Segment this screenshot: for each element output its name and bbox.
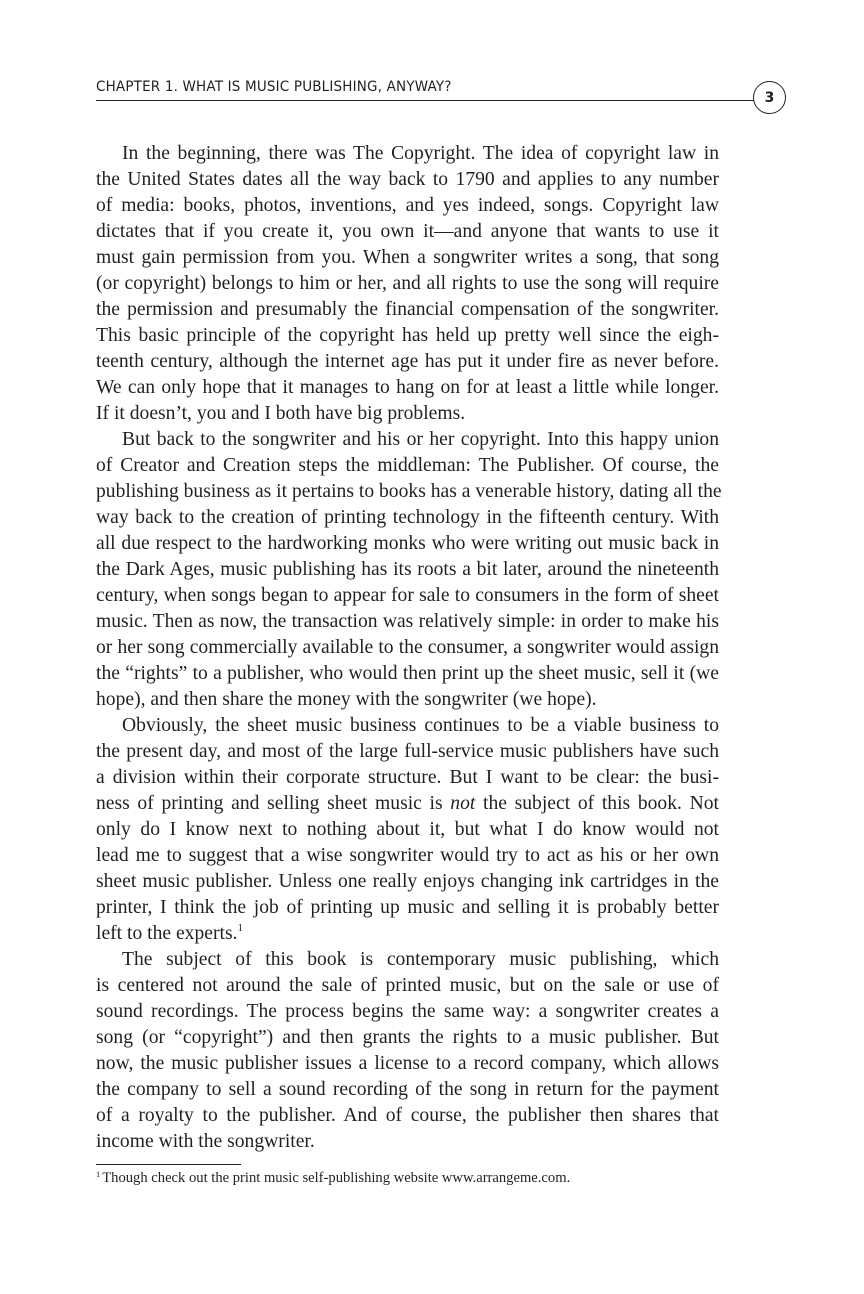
text-line: song (or “copyright”) and then grants the rights to a music publisher. But: [96, 1027, 719, 1048]
footnote: [96, 1169, 570, 1187]
text-line: dictates that if you create it, you own it—and anyone that wants to use it: [96, 221, 719, 242]
text-line: The subject of this book is contemporary music publishing, which: [122, 949, 719, 970]
text-line: century, when songs began to appear for sale to consumers in the form of sheet: [96, 585, 719, 606]
text-line: We can only hope that it manages to hang on for at least a little while longer.: [96, 377, 719, 398]
text-line: In the beginning, there was The Copyright. The idea of copyright law in: [122, 143, 719, 164]
text-line: sound recordings. The process begins the same way: a songwriter creates a: [96, 1001, 719, 1022]
text-line: the United States dates all the way back to 1790 and applies to any number: [96, 169, 719, 190]
text-line: hope), and then share the money with the songwriter (we hope).: [96, 689, 597, 710]
footnote-divider: [96, 1164, 241, 1165]
page-number: 3: [753, 81, 786, 114]
text-line: the “rights” to a publisher, who would then print up the sheet music, sell it (we: [96, 663, 719, 684]
text-segment: ness of printing and selling sheet music is: [96, 793, 451, 814]
footnote-text: Though check out the print music self-publishing website www.arrangeme.com.: [102, 1170, 571, 1186]
text-line: lead me to suggest that a wise songwriter would try to act as his or her own: [96, 845, 719, 866]
text-line: must gain permission from you. When a songwriter writes a song, that song: [96, 247, 719, 268]
chapter-title: CHAPTER 1. WHAT IS MUSIC PUBLISHING, ANYWAY?: [96, 79, 452, 95]
text-line: sheet music publisher. Unless one really enjoys changing ink cartridges in the: [96, 871, 719, 892]
text-line: This basic principle of the copyright has held up pretty well since the eigh-: [96, 325, 719, 346]
text-line: of Creator and Creation steps the middleman: The Publisher. Of course, the: [96, 455, 719, 476]
running-header: [96, 78, 756, 101]
body-text: [96, 141, 722, 1155]
text-line: income with the songwriter.: [96, 1131, 315, 1152]
text-line: now, the music publisher issues a license to a record company, which allows: [96, 1053, 719, 1074]
text-line: or her song commercially available to the consumer, a songwriter would assign: [96, 637, 719, 658]
text-line: the present day, and most of the large full-service music publishers have such: [96, 741, 719, 762]
text-line: teenth century, although the internet age has put it under fire as never before.: [96, 351, 719, 372]
text-line: If it doesn’t, you and I both have big problems.: [96, 403, 466, 424]
text-line: music. Then as now, the transaction was relatively simple: in order to make his: [96, 611, 719, 632]
text-segment: left to the experts.: [96, 923, 238, 944]
text-line: (or copyright) belongs to him or her, and all rights to use the song will require: [96, 273, 719, 294]
footnote-reference[interactable]: 1: [237, 922, 243, 934]
text-line: way back to the creation of printing technology in the fifteenth century. With: [96, 507, 719, 528]
text-line: the permission and presumably the financial compensation of the songwriter.: [96, 299, 719, 320]
text-line: all due respect to the hardworking monks who were writing out music back in: [96, 533, 719, 554]
text-line: of media: books, photos, inventions, and yes indeed, songs. Copyright law: [96, 195, 719, 216]
text-line: [96, 791, 719, 817]
text-line: But back to the songwriter and his or her copyright. Into this happy union: [122, 429, 719, 450]
emphasis-text: not: [450, 793, 476, 814]
paragraph: [96, 947, 719, 1155]
text-line: only do I know next to nothing about it, but what I do know would not: [96, 819, 719, 840]
text-segment: the subject of this book. Not: [475, 793, 719, 814]
text-line: the company to sell a sound recording of the song in return for the payment: [96, 1079, 719, 1100]
paragraph: [96, 713, 719, 947]
paragraph: [96, 427, 722, 713]
footnote-marker: 1: [96, 1169, 101, 1179]
text-line: Obviously, the sheet music business continues to be a viable business to: [122, 715, 719, 736]
text-line: a division within their corporate structure. But I want to be clear: the busi-: [96, 767, 719, 788]
text-line: the Dark Ages, music publishing has its roots a bit later, around the nineteenth: [96, 559, 719, 580]
text-line: publishing business as it pertains to books has a venerable history, dating all the: [96, 481, 722, 502]
text-line: of a royalty to the publisher. And of course, the publisher then shares that: [96, 1105, 719, 1126]
text-line: [96, 921, 719, 947]
text-line: is centered not around the sale of printed music, but on the sale or use of: [96, 975, 719, 996]
text-line: printer, I think the job of printing up music and selling it is probably better: [96, 897, 719, 918]
paragraph: [96, 141, 719, 427]
